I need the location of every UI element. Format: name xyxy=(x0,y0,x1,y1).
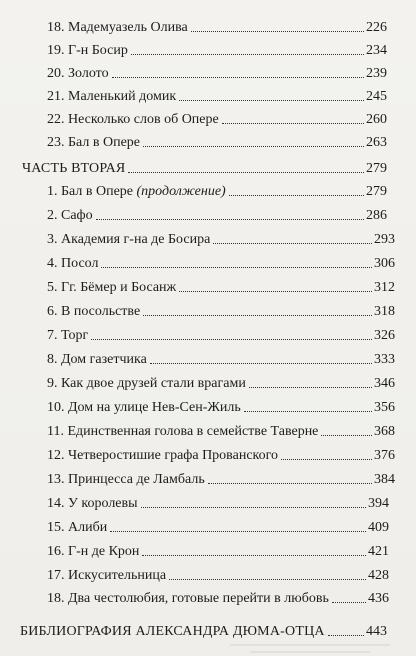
toc-entry xyxy=(47,18,387,36)
toc-entry-page: 346 xyxy=(374,376,395,391)
toc-entry-page: 286 xyxy=(366,208,387,223)
dot-leader xyxy=(229,195,364,196)
toc-entry-title: 20. Золото xyxy=(47,66,109,81)
toc-entry-title xyxy=(47,184,226,200)
toc-entry xyxy=(47,446,395,464)
dot-leader xyxy=(249,387,372,388)
dot-leader xyxy=(179,291,372,292)
dot-leader xyxy=(142,555,366,556)
toc-entry xyxy=(47,41,387,59)
dot-leader xyxy=(91,339,372,340)
dot-leader xyxy=(281,459,372,460)
dot-leader xyxy=(179,100,364,101)
toc-entry-title: 17. Искусительница xyxy=(47,568,167,583)
toc-entry-title: 2. Сафо xyxy=(47,208,93,223)
dot-leader xyxy=(110,531,366,532)
toc-entry xyxy=(47,374,395,392)
toc-entry xyxy=(47,278,395,296)
toc-entry-page: 234 xyxy=(366,43,387,58)
toc-entry-title: 18. Два честолюбия, готовые перейти в любовь xyxy=(47,591,329,606)
toc-entry xyxy=(47,254,395,272)
toc-entry xyxy=(47,230,395,248)
dot-leader xyxy=(328,635,364,636)
toc-entry-page: 279 xyxy=(366,184,387,199)
toc-entry-page: 376 xyxy=(374,448,395,463)
dot-leader xyxy=(141,507,366,508)
toc-entry-page: 260 xyxy=(366,112,387,127)
toc-entry-title: 14. У королевы xyxy=(47,496,138,511)
toc-entry-title: 4. Посол xyxy=(47,256,99,271)
toc-entry-title: 22. Несколько слов об Опере xyxy=(47,112,219,127)
dot-leader xyxy=(96,219,364,220)
toc-entry-page: 356 xyxy=(374,400,395,415)
toc-entry xyxy=(47,206,387,224)
toc-entry xyxy=(47,182,387,200)
dot-leader xyxy=(101,267,372,268)
show-through-mark xyxy=(250,651,370,653)
toc-entry-page: 312 xyxy=(374,280,395,295)
toc-entry xyxy=(47,133,387,151)
part-heading-page: 279 xyxy=(366,161,387,176)
show-through-mark xyxy=(230,644,390,646)
toc-entry-page: 436 xyxy=(368,591,389,606)
toc-entry xyxy=(47,422,395,440)
toc-entry-title: 6. В посольстве xyxy=(47,304,141,319)
toc-entry-title: 11. Единственная голова в семействе Таверне xyxy=(47,424,319,439)
toc-entry xyxy=(47,64,387,82)
dot-leader xyxy=(169,579,366,580)
toc-entry-page: 239 xyxy=(366,66,387,81)
toc-entry-page: 226 xyxy=(366,20,387,35)
toc-entry-page: 384 xyxy=(374,472,395,487)
toc-entry xyxy=(47,518,389,536)
dot-leader xyxy=(143,315,372,316)
toc-entry xyxy=(47,542,389,560)
toc-entry-title: 21. Маленький домик xyxy=(47,89,177,104)
toc-entry-page: 394 xyxy=(368,496,389,511)
dot-leader xyxy=(131,54,364,55)
dot-leader xyxy=(191,31,364,32)
toc-entry-title: 5. Гг. Бёмер и Босанж xyxy=(47,280,177,295)
toc-entry-title-main: 1. Бал в Опере xyxy=(47,184,137,199)
toc-entry-page: 421 xyxy=(368,544,389,559)
toc-entry-page: 318 xyxy=(374,304,395,319)
toc-entry-page: 293 xyxy=(374,232,395,247)
dot-leader xyxy=(332,602,366,603)
part-heading-title: ЧАСТЬ ВТОРАЯ xyxy=(22,161,126,176)
toc-entry-title: 23. Бал в Опере xyxy=(47,135,141,150)
dot-leader xyxy=(128,172,364,173)
dot-leader xyxy=(222,123,364,124)
dot-leader xyxy=(112,77,364,78)
toc-entry-title: 13. Принцесса де Ламбаль xyxy=(47,472,205,487)
toc-entry-title: 7. Торг xyxy=(47,328,89,343)
toc-entry-title: 10. Дом на улице Нев-Сен-Жиль xyxy=(47,400,241,415)
toc-entry-title: 16. Г-н де Крон xyxy=(47,544,140,559)
toc-entry-title: 8. Дом газетчика xyxy=(47,352,147,367)
toc-entry-title: 18. Мадемуазель Олива xyxy=(47,20,188,35)
toc-entry xyxy=(47,87,387,105)
toc-entry-page: 263 xyxy=(366,135,387,150)
toc-entry-title: 12. Четверостишие графа Прованского xyxy=(47,448,279,463)
toc-entry-page: 326 xyxy=(374,328,395,343)
dot-leader xyxy=(143,146,364,147)
toc-entry-page: 333 xyxy=(374,352,395,367)
toc-entry xyxy=(47,470,395,488)
toc-entry-page: 245 xyxy=(366,89,387,104)
part-heading xyxy=(22,159,387,177)
toc-entry-title-italic: (продолжение) xyxy=(136,184,226,199)
toc-entry xyxy=(47,110,387,128)
toc-entry xyxy=(47,326,395,344)
toc-entry-page: 428 xyxy=(368,568,389,583)
toc-entry xyxy=(47,398,395,416)
toc-entry xyxy=(47,494,389,512)
toc-entry-title: 9. Как двое друзей стали врагами xyxy=(47,376,246,391)
toc-entry-title: 15. Алиби xyxy=(47,520,108,535)
toc-entry xyxy=(47,350,395,368)
dot-leader xyxy=(321,435,372,436)
toc-entry xyxy=(47,302,395,320)
toc-entry-page: 306 xyxy=(374,256,395,271)
dot-leader xyxy=(150,363,372,364)
bibliography-page: 443 xyxy=(366,624,387,639)
toc-entry xyxy=(47,566,389,584)
dot-leader xyxy=(213,243,372,244)
bibliography-heading xyxy=(20,622,387,640)
toc-entry-page: 368 xyxy=(374,424,395,439)
dot-leader xyxy=(208,483,372,484)
toc-entry-title: 19. Г-н Босир xyxy=(47,43,128,58)
dot-leader xyxy=(244,411,372,412)
toc-entry xyxy=(47,589,389,607)
toc-entry-title: 3. Академия г-на де Босира xyxy=(47,232,211,247)
bibliography-title: БИБЛИОГРАФИЯ АЛЕКСАНДРА ДЮМА-ОТЦА xyxy=(20,624,325,639)
toc-entry-page: 409 xyxy=(368,520,389,535)
